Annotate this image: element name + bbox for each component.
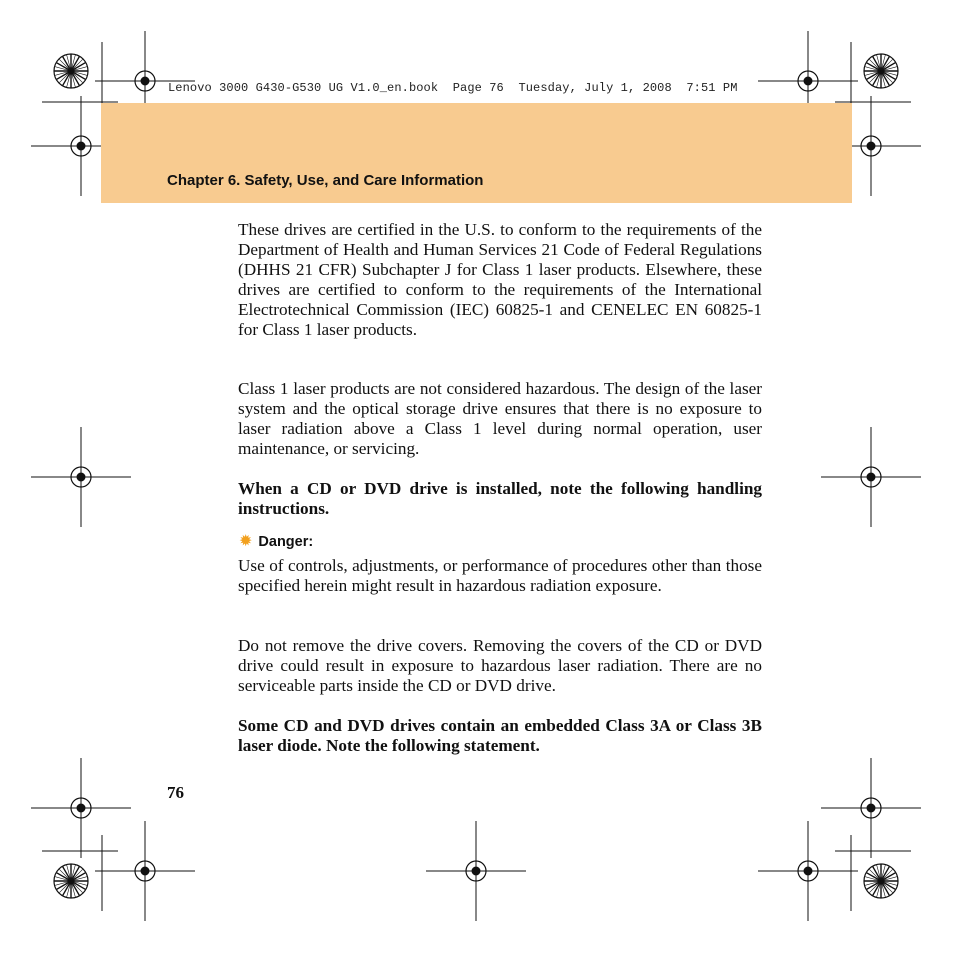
print-header: Lenovo 3000 G430-G530 UG V1.0_en.book Page 76 Tuesday, July 1, 2008 7:51 PM [168, 81, 738, 95]
paragraph-drive-covers: Do not remove the drive covers. Removing the covers of the CD or DVD drive could result in exposure to hazardous laser radiation. There are no serviceable parts inside the CD or DVD drive. [238, 636, 762, 695]
paragraph-handling-instructions: When a CD or DVD drive is installed, note the following handling instructions. [238, 479, 762, 518]
chapter-title: Chapter 6. Safety, Use, and Care Information [167, 172, 484, 189]
asterisk-icon: ✹ [239, 533, 253, 550]
page-number: 76 [167, 783, 184, 802]
paragraph-danger-controls: Use of controls, adjustments, or performance of procedures other than those specified herein might result in hazardous radiation exposure. [238, 556, 762, 595]
paragraph-certification: These drives are certified in the U.S. to conform to the requirements of the Department of Health and Human Services 21 Code of Federal Regulations (DHHS 21 CFR) Subchapter J for Class 1 laser products. Elsewhere, these drives are certified to conform to the requirements of the International Electrotechnical Commission (IEC) 60825-1 and CENELEC EN 60825-1 for Class 1 laser products. [238, 220, 762, 339]
danger-heading [239, 534, 313, 550]
danger-label: Danger: [258, 534, 314, 550]
paragraph-laser-diode: Some CD and DVD drives contain an embedded Class 3A or Class 3B laser diode. Note the following statement. [238, 716, 762, 755]
paragraph-class1: Class 1 laser products are not considered hazardous. The design of the laser system and the optical storage drive ensures that there is no exposure to laser radiation above a Class 1 level during normal operation, user maintenance, or servicing. [238, 379, 762, 458]
